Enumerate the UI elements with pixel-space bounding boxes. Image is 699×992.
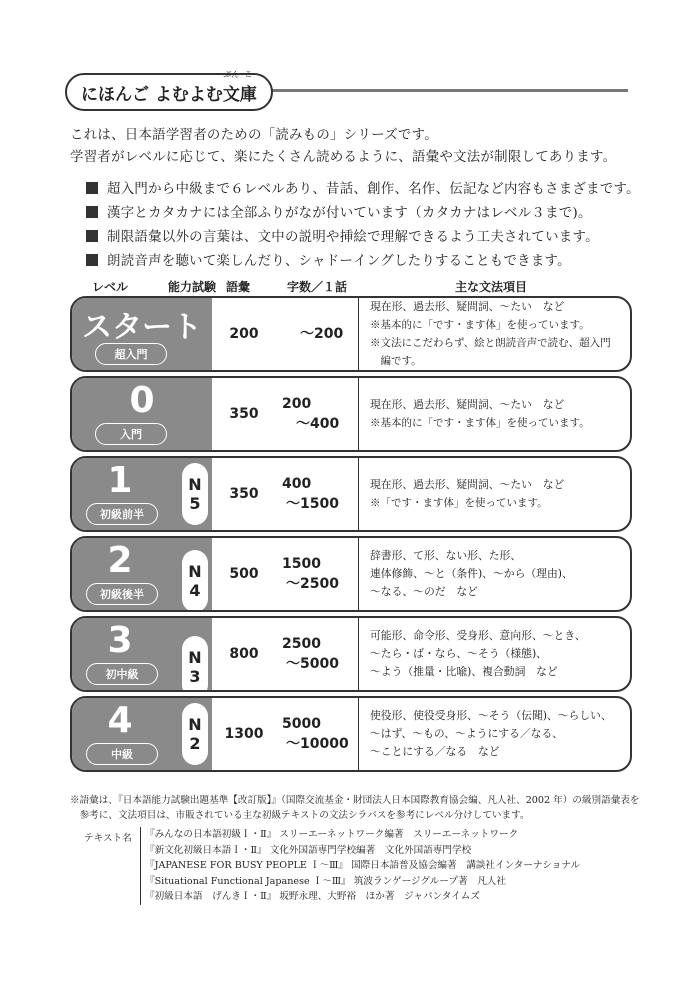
jlpt-badge-n4 (182, 550, 208, 612)
level-sub-badge: 入門 (95, 423, 167, 445)
level-cell (72, 618, 212, 690)
level-name: スタート (82, 310, 202, 345)
grammar-items (370, 618, 626, 690)
title-post-ruby: こ (244, 69, 253, 79)
grammar-note: ※文法にこだわらず、絵と朗読音声で読む、超入門 (370, 337, 611, 349)
grammar-line: 現在形、過去形、疑問詞、～たい など (370, 398, 565, 411)
intro-line-2: 学習者がレベルに応じて、楽にたくさん読めるように、語彙や文法が制限してあります。 (70, 150, 617, 165)
square-bullet-icon (86, 206, 98, 218)
grammar-items (370, 538, 626, 610)
vocab-count: 1300 (224, 726, 264, 742)
jlpt-letter: N (188, 648, 202, 667)
level-number: 0 (129, 380, 155, 421)
grammar-items (370, 378, 626, 450)
grammar-line: ～なる、～のだ など (370, 585, 478, 598)
level-row-4 (70, 696, 632, 772)
vocab-count: 350 (229, 486, 259, 502)
level-cell (72, 298, 212, 370)
header-level: レベル (92, 280, 129, 294)
vocab-count: 500 (229, 566, 259, 582)
chars-value: 2500 (282, 636, 321, 652)
chars-value: 400 (282, 476, 312, 492)
footnote-line: ※語彙は、『日本語能力試験出題基準【改訂版】』（国際交流基金・財団法人日本国際教育協会編、凡人社、2002 年）の級別語彙表を (70, 795, 640, 806)
grammar-line: 可能形、命令形、受身形、意向形、～とき、 (370, 629, 586, 642)
title-post: 庫 (239, 84, 257, 105)
grammar-line: 現在形、過去形、疑問詞、～たい など (370, 478, 565, 491)
level-number: 3 (107, 620, 133, 661)
level-row-start (70, 296, 632, 372)
column-divider (358, 538, 359, 610)
jlpt-badge-n5 (182, 463, 208, 525)
grammar-note: ※基本的に「です・ます体」を使っています。 (370, 417, 590, 429)
level-sub-badge: 中級 (86, 743, 158, 765)
text-item: 『Situational Functional Japanese Ｉ～Ⅲ』 筑波ランゲージグループ著 凡人社 (145, 875, 506, 887)
grammar-line: ～ことにする／なる など (370, 745, 500, 758)
grammar-items (370, 698, 626, 770)
vocab-count: 800 (229, 646, 259, 662)
header-vocab: 語彙 (226, 280, 251, 294)
grammar-note: ※基本的に「です・ます体」を使っています。 (370, 319, 590, 331)
header-grammar: 主な文法項目 (455, 280, 528, 294)
bullet-text: 制限語彙以外の言葉は、文中の説明や挿絵で理解できるよう工夫されています。 (107, 230, 599, 245)
chars-value: ～10000 (286, 736, 349, 752)
chars-range (282, 698, 358, 770)
header-chars: 字数／１話 (287, 280, 348, 294)
title-pre: にほんご よむよむ (81, 84, 223, 105)
title-ruby-bun (222, 69, 240, 105)
jlpt-badge-n2 (182, 703, 208, 765)
jlpt-badge-n3 (182, 636, 208, 692)
grammar-items (370, 298, 626, 370)
level-row-0 (70, 376, 632, 452)
bullet-text: 漢字とカタカナには全部ふりがなが付いています（カタカナはレベル３まで)。 (107, 206, 592, 221)
column-divider (358, 618, 359, 690)
bullet-text: 朗読音声を聴いて楽しんだり、シャドーイングしたりすることもできます。 (107, 254, 571, 269)
grammar-note: ※「です・ます体」を使っています。 (370, 497, 548, 509)
jlpt-number: 4 (189, 581, 201, 600)
chars-range (282, 538, 358, 610)
bullet-item (86, 226, 599, 245)
level-sub-badge: 初中級 (86, 663, 158, 685)
chars-value: ～2500 (286, 576, 339, 592)
chars-value: ～400 (296, 416, 340, 432)
title-rule (270, 89, 628, 92)
level-cell (72, 698, 212, 770)
column-divider (358, 458, 359, 530)
level-number: 4 (107, 700, 133, 741)
text-item: 『初級日本語 げんきＩ・Ⅱ』 坂野永理、大野裕 ほか著 ジャパンタイムズ (145, 891, 480, 902)
grammar-line: 連体修飾、～と（条件)、～から（理由)、 (370, 567, 573, 580)
header-jlpt: 能力試験 (168, 280, 217, 294)
bullet-item (86, 250, 571, 269)
bullet-item (86, 178, 640, 197)
jlpt-number: 5 (189, 494, 201, 513)
intro-line-1: これは、日本語学習者のための「読みもの」シリーズです。 (70, 128, 438, 143)
bullet-text: 超入門から中級まで６レベルあり、昔話、創作、名作、伝記など内容もさまざまです。 (107, 182, 640, 197)
jlpt-letter: N (188, 715, 202, 734)
chars-range (282, 618, 358, 690)
jlpt-letter: N (188, 475, 202, 494)
chars-value: ～1500 (286, 496, 339, 512)
square-bullet-icon (86, 182, 98, 194)
level-sub-badge: 超入門 (95, 343, 167, 365)
square-bullet-icon (86, 254, 98, 266)
chars-value: ～5000 (286, 656, 339, 672)
vocab-count: 350 (229, 406, 259, 422)
bullet-item (86, 202, 592, 221)
title-ruby-base: 文 (222, 84, 240, 105)
grammar-line: ～たら・ば・なら、～そう（様態)、 (370, 647, 547, 660)
level-sub-badge: 初級前半 (86, 503, 158, 525)
texts-label: テキスト名 (84, 833, 132, 844)
chars-value: ～200 (300, 326, 344, 342)
title-ruby-ko (239, 69, 257, 105)
text-item: 『みんなの日本語初級Ｉ・Ⅱ』 スリーエーネットワーク編著 スリーエーネットワーク (145, 829, 519, 840)
level-number: 1 (107, 460, 133, 501)
series-title (65, 69, 273, 111)
title-ruby-text: ぶん (223, 69, 240, 79)
chars-range (282, 378, 358, 450)
level-cell (72, 378, 212, 450)
column-divider (358, 378, 359, 450)
footnote (70, 793, 650, 823)
jlpt-letter: N (188, 562, 202, 581)
text-item: 『JAPANESE FOR BUSY PEOPLE Ｉ～Ⅲ』 国際日本語普及協会編著 講談社インターナショナル (145, 860, 581, 871)
chars-value: 200 (282, 396, 312, 412)
level-row-3 (70, 616, 632, 692)
column-divider (358, 698, 359, 770)
column-divider (358, 298, 359, 370)
grammar-items (370, 458, 626, 530)
grammar-line: 現在形、過去形、疑問詞、～たい など (370, 300, 565, 313)
grammar-line: 辞書形、て形、ない形、た形、 (370, 549, 522, 562)
chars-value: 5000 (282, 716, 321, 732)
level-cell (72, 538, 212, 610)
footnote-line: 参考に、文法項目は、市販されている主な初級テキストの文法シラバスを参考にレベル分けしています。 (70, 810, 530, 821)
jlpt-number: 2 (189, 734, 201, 753)
level-sub-badge: 初級後半 (86, 583, 158, 605)
grammar-line: 使役形、使役受身形、～そう（伝聞)、～らしい、 (370, 709, 612, 722)
texts-list (140, 827, 580, 905)
chars-value: 1500 (282, 556, 321, 572)
jlpt-number: 3 (189, 667, 201, 686)
chars-range (282, 298, 376, 370)
level-row-1 (70, 456, 632, 532)
chars-range (282, 458, 358, 530)
text-item: 『新文化初級日本語Ｉ・Ⅱ』 文化外国語専門学校編著 文化外国語専門学校 (145, 844, 472, 856)
vocab-count: 200 (229, 326, 259, 342)
level-number: 2 (107, 540, 133, 581)
level-cell (72, 458, 212, 530)
square-bullet-icon (86, 230, 98, 242)
level-row-2 (70, 536, 632, 612)
grammar-line: ～よう（推量・比喩)、複合動詞 など (370, 665, 558, 678)
grammar-line: ～はず、～もの、～ようにする／なる、 (370, 727, 564, 740)
grammar-note: 編です。 (370, 355, 422, 367)
